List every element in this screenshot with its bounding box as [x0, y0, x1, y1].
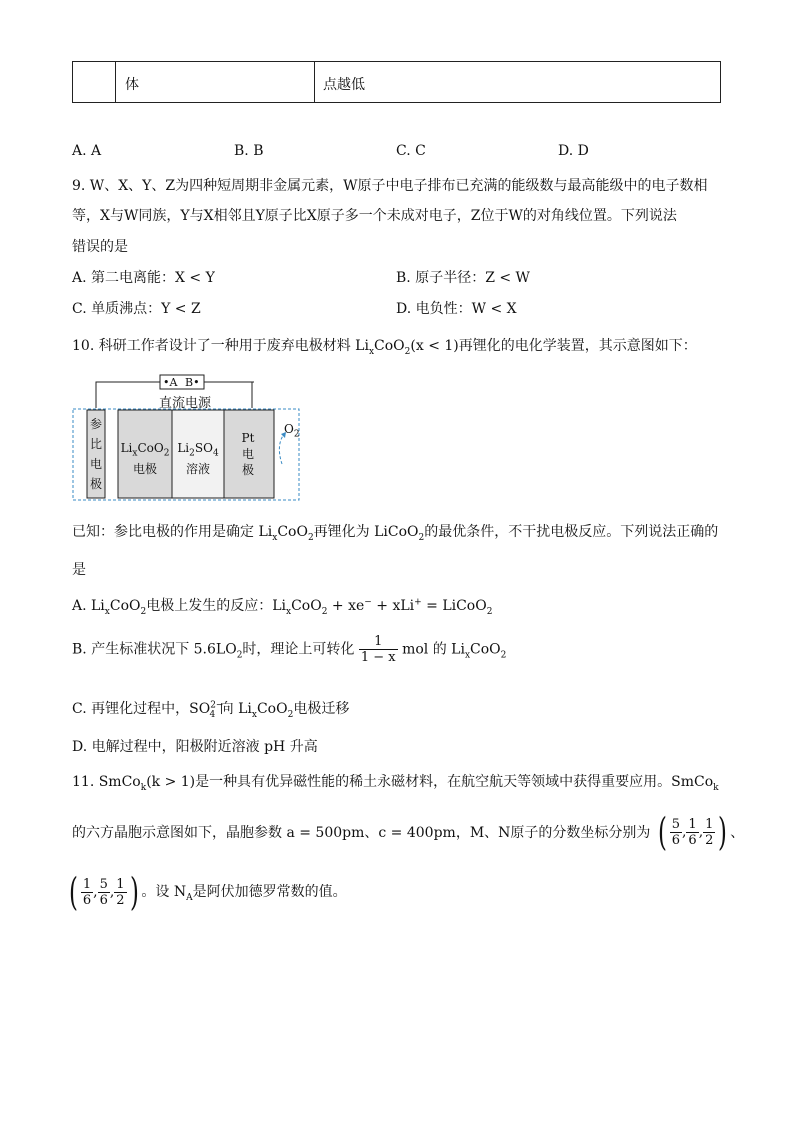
q9-option-a: A. 第二电离能：X < Y: [72, 270, 215, 286]
q10-known-line1: 已知：参比电极的作用是确定 $Li_xCoO_2$再锂化为 LiCoO$_2$的最优条件，不干扰电极反应。下列说法正确的: [72, 524, 719, 543]
q10-option-c: C. 再锂化过程中，$SO^{2-}_4$ 向 $Li_xCoO_2$电极迁移: [72, 700, 350, 720]
q10-option-d: D. 电解过程中，阳极附近溶液 pH 升高: [72, 739, 318, 755]
q9-stem-line2: 等，X与W同族，Y与X相邻且Y原子比X原子多一个未成对电子，Z位于W的对角线位置。下列说法: [72, 208, 677, 224]
power-label: 直流电源: [159, 396, 212, 411]
table-cell-index: [73, 62, 116, 102]
table-fragment: [72, 61, 721, 103]
q8-option-c: C. C: [396, 143, 426, 159]
licoo2-electrode-label: $Li_xCoO_2$ 电极: [120, 441, 170, 477]
q11-line1: 11. SmCo$_k$(k > 1)是一种具有优异磁性能的稀土永磁材料，在航空航天等领域中获得重要应用。SmCo$_k$: [72, 774, 719, 793]
q9-option-c: C. 单质沸点：Y < Z: [72, 301, 201, 317]
electrochem-diagram: [72, 374, 302, 502]
ref-electrode-label: 参 比 电 极: [90, 417, 103, 491]
cell-text: 体: [125, 77, 139, 93]
q10-option-b: B. 产生标准状况下 $5.6LO_2$时，理论上可转化 $\frac{1}{1 - x}$ mol 的 $Li_xCoO_2$: [72, 634, 507, 665]
pt-electrode-label: Pt 电 极: [241, 431, 255, 477]
terminal-a: •A: [163, 376, 178, 389]
q9-stem-line3: 错误的是: [72, 239, 128, 255]
fraction-1-over-1-minus-x: $\frac{1}{1 - x}$: [360, 634, 396, 665]
q9-option-d: D. 电负性：W < X: [396, 301, 517, 317]
q9-option-b: B. 原子半径：Z < W: [396, 270, 530, 286]
terminal-b: B•: [185, 376, 200, 389]
q10-option-a: A. $Li_xCoO_2$电极上发生的反应：$Li_xCoO_2 + xe^- + xLi^+$ = LiCoO$_2$: [72, 597, 493, 617]
o2-label: $O_2$: [284, 422, 300, 440]
li2so4-label: $Li_2SO_4$ 溶液: [177, 441, 219, 477]
q10-stem: 10. 科研工作者设计了一种用于废弃电极材料 $Li_xCoO_2(x < 1)$再锂化的电化学装置，其示意图如下：: [72, 338, 697, 357]
q11-line3: ( $\frac{1}{6}$ , $\frac{5}{6}$ , $\frac{1}{2}$ ) 。设 $N_A$是阿伏加德罗常数的值。: [68, 870, 347, 914]
table-cell-col3: 点越低: [323, 77, 365, 93]
q8-option-b: B. B: [234, 143, 264, 159]
q9-stem-line1: 9. W、X、Y、Z为四种短周期非金属元素，W原子中电子排布已充满的能级数与最高能级中的电子数相: [72, 178, 708, 194]
q11-line2: 的六方晶胞示意图如下，晶胞参数 a = 500pm、c = 400pm，M、N原子的分数坐标分别为 ( $\frac{5}{6}$ , $\frac{1}{6}$ , $\frac{1}{2}$ ) 、: [72, 810, 745, 854]
q8-option-a: A. A: [72, 143, 102, 159]
q8-option-d: D. D: [558, 143, 589, 159]
q10-known-line2: 是: [72, 562, 86, 578]
table-cell-col2: [115, 62, 315, 102]
